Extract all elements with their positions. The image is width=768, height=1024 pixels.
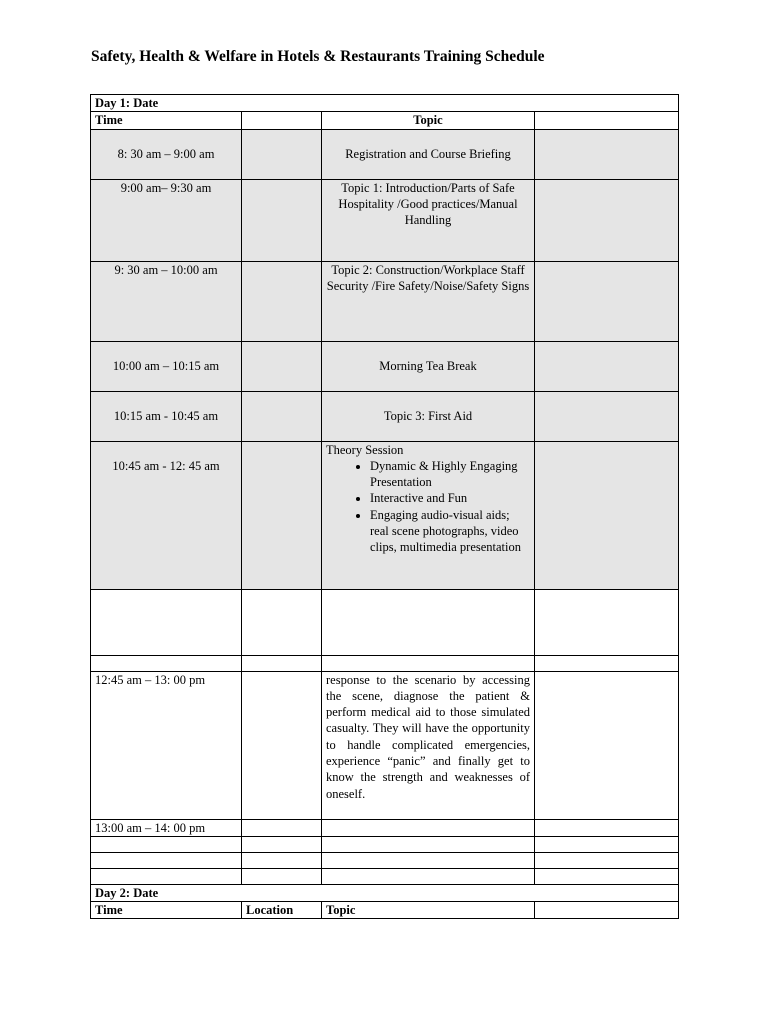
theory-session-row bbox=[91, 441, 679, 589]
empty-cell bbox=[535, 129, 679, 179]
empty-cell bbox=[242, 836, 322, 852]
empty-cell bbox=[535, 261, 679, 341]
column-header-topic: Topic bbox=[322, 902, 535, 919]
column-header-blank bbox=[535, 112, 679, 129]
empty-cell bbox=[91, 852, 242, 868]
empty-cell bbox=[535, 441, 679, 589]
empty-cell bbox=[535, 179, 679, 261]
empty-cell bbox=[242, 671, 322, 819]
empty-row bbox=[91, 589, 679, 655]
empty-row bbox=[91, 852, 679, 868]
topic-cell: Morning Tea Break bbox=[322, 341, 535, 391]
list-item: • Interactive and Fun bbox=[370, 490, 530, 506]
time-cell: 8: 30 am – 9:00 am bbox=[91, 129, 242, 179]
list-item: • Engaging audio-visual aids; real scene photographs, video clips, multimedia presentation bbox=[370, 507, 530, 556]
day1-header-row bbox=[91, 95, 679, 112]
topic-cell: response to the scenario by accessing the scene, diagnose the patient & perform medical aid to those simulated casualty. They will have the opportunity to handle complicated emergencies, experience “panic” and finally get to know the strength and weaknesses of oneself. bbox=[322, 671, 535, 819]
topic-cell: Registration and Course Briefing bbox=[322, 129, 535, 179]
time-cell: 9: 30 am – 10:00 am bbox=[91, 261, 242, 341]
empty-cell bbox=[242, 129, 322, 179]
empty-cell bbox=[242, 589, 322, 655]
empty-cell bbox=[242, 261, 322, 341]
empty-cell bbox=[91, 655, 242, 671]
day1-schedule-table bbox=[90, 94, 679, 919]
column-header-location: Location bbox=[242, 902, 322, 919]
empty-cell bbox=[242, 655, 322, 671]
table-row bbox=[91, 261, 679, 341]
empty-row bbox=[91, 836, 679, 852]
column-header-blank bbox=[535, 902, 679, 919]
day1-label: Day 1: Date bbox=[91, 95, 679, 112]
day2-column-header-row bbox=[91, 902, 679, 919]
list-item: • Dynamic & Highly Engaging Presentation bbox=[370, 458, 530, 491]
empty-cell bbox=[535, 655, 679, 671]
empty-cell bbox=[535, 671, 679, 819]
empty-cell bbox=[535, 589, 679, 655]
empty-cell bbox=[535, 868, 679, 884]
empty-cell bbox=[535, 852, 679, 868]
empty-cell bbox=[535, 391, 679, 441]
table-row bbox=[91, 391, 679, 441]
column-header-topic: Topic bbox=[322, 112, 535, 129]
empty-cell bbox=[322, 819, 535, 836]
table-row bbox=[91, 129, 679, 179]
empty-cell bbox=[91, 836, 242, 852]
topic-cell: Topic 2: Construction/Workplace Staff Security /Fire Safety/Noise/Safety Signs bbox=[322, 261, 535, 341]
time-cell: 10:15 am - 10:45 am bbox=[91, 391, 242, 441]
topic-cell: Topic 3: First Aid bbox=[322, 391, 535, 441]
topic-cell: Topic 1: Introduction/Parts of Safe Hospitality /Good practices/Manual Handling bbox=[322, 179, 535, 261]
empty-cell bbox=[242, 341, 322, 391]
empty-cell bbox=[322, 868, 535, 884]
empty-cell bbox=[91, 589, 242, 655]
time-cell: 13:00 am – 14: 00 pm bbox=[91, 819, 242, 836]
day2-label: Day 2: Date bbox=[91, 884, 679, 901]
time-cell: 10:45 am - 12: 45 am bbox=[91, 441, 242, 589]
time-cell: 12:45 am – 13: 00 pm bbox=[91, 671, 242, 819]
empty-cell bbox=[322, 852, 535, 868]
day1-column-header-row bbox=[91, 112, 679, 129]
time-cell: 10:00 am – 10:15 am bbox=[91, 341, 242, 391]
empty-cell bbox=[242, 441, 322, 589]
column-header-time: Time bbox=[91, 112, 242, 129]
empty-cell bbox=[242, 868, 322, 884]
empty-cell bbox=[242, 179, 322, 261]
lunch-row bbox=[91, 819, 679, 836]
empty-cell bbox=[322, 589, 535, 655]
empty-cell bbox=[322, 836, 535, 852]
empty-row bbox=[91, 868, 679, 884]
empty-cell bbox=[242, 852, 322, 868]
theory-session-cell bbox=[322, 441, 535, 589]
theory-bullet-list bbox=[326, 458, 530, 556]
practical-row bbox=[91, 671, 679, 819]
empty-cell bbox=[242, 391, 322, 441]
empty-cell bbox=[322, 655, 535, 671]
document-title: Safety, Health & Welfare in Hotels & Restaurants Training Schedule bbox=[91, 48, 545, 65]
empty-cell bbox=[535, 836, 679, 852]
empty-cell bbox=[535, 341, 679, 391]
empty-cell bbox=[242, 819, 322, 836]
column-header-blank bbox=[242, 112, 322, 129]
table-row bbox=[91, 341, 679, 391]
empty-cell bbox=[91, 868, 242, 884]
theory-session-heading: Theory Session bbox=[326, 442, 404, 457]
table-row bbox=[91, 179, 679, 261]
column-header-time: Time bbox=[91, 902, 242, 919]
time-cell: 9:00 am– 9:30 am bbox=[91, 179, 242, 261]
day2-header-row bbox=[91, 884, 679, 901]
empty-cell bbox=[535, 819, 679, 836]
empty-row bbox=[91, 655, 679, 671]
